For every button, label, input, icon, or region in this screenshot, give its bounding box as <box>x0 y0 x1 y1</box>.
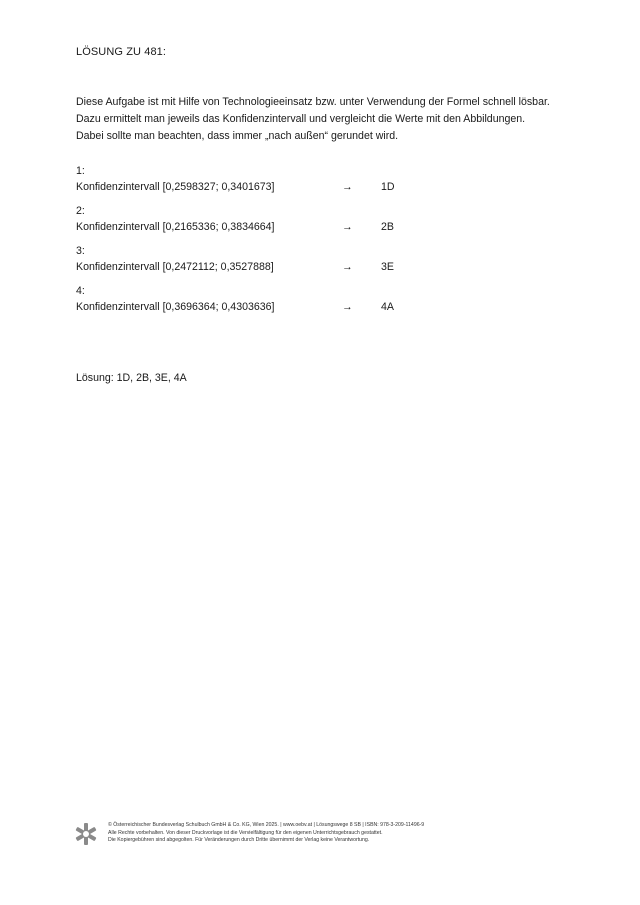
task-answer-row <box>76 219 416 235</box>
page-title: LÖSUNG ZU 481: <box>76 46 167 58</box>
page-footer <box>74 820 494 850</box>
oebv-star-logo-icon <box>74 822 98 846</box>
task-2 <box>76 203 416 235</box>
intro-paragraph <box>76 94 596 145</box>
task-number: 3: <box>76 245 85 257</box>
task-number: 1: <box>76 165 85 177</box>
intro-line: Dazu ermittelt man jeweils das Konfidenzintervall und vergleicht die Werte mit den Abbildungen. <box>76 113 526 125</box>
confidence-interval: Konfidenzintervall [0,3696364; 0,4303636] <box>76 301 275 313</box>
arrow-icon: → <box>342 181 353 193</box>
task-result: 4A <box>381 301 394 313</box>
arrow-icon: → <box>342 261 353 273</box>
task-number: 4: <box>76 285 85 297</box>
task-result: 2B <box>381 221 394 233</box>
task-1 <box>76 163 416 195</box>
task-answer-row <box>76 259 416 275</box>
intro-line: Diese Aufgabe ist mit Hilfe von Technologieeinsatz bzw. unter Verwendung der Formel schnell lösbar. <box>76 96 550 108</box>
task-result: 1D <box>381 181 395 193</box>
task-4 <box>76 283 416 315</box>
arrow-icon: → <box>342 221 353 233</box>
task-answer-row <box>76 299 416 315</box>
footer-line: © Österreichischer Bundesverlag Schulbuch GmbH & Co. KG, Wien 2025. | www.oebv.at | Lösungswege 8 SB | ISBN: 978-3-209-11496-9 <box>108 822 425 828</box>
task-result: 3E <box>381 261 394 273</box>
intro-line: Dabei sollte man beachten, dass immer „nach außen“ gerundet wird. <box>76 130 399 142</box>
task-answer-row <box>76 179 416 195</box>
confidence-interval: Konfidenzintervall [0,2598327; 0,3401673] <box>76 181 275 193</box>
task-number: 2: <box>76 205 85 217</box>
footer-line: Alle Rechte vorbehalten. Von dieser Druckvorlage ist die Vervielfältigung für den eigenen Unterrichtsgebrauch gestattet. <box>108 829 383 836</box>
footer-copyright <box>108 822 424 845</box>
confidence-interval: Konfidenzintervall [0,2472112; 0,3527888] <box>76 261 274 273</box>
task-3 <box>76 243 416 275</box>
footer-line: Die Kopiergebühren sind abgegolten. Für Veränderungen durch Dritte übernimmt der Verlag keine Verantwortung. <box>108 837 370 844</box>
arrow-icon: → <box>342 301 353 313</box>
solution-summary: Lösung: 1D, 2B, 3E, 4A <box>76 372 187 384</box>
confidence-interval: Konfidenzintervall [0,2165336; 0,3834664] <box>76 221 275 233</box>
